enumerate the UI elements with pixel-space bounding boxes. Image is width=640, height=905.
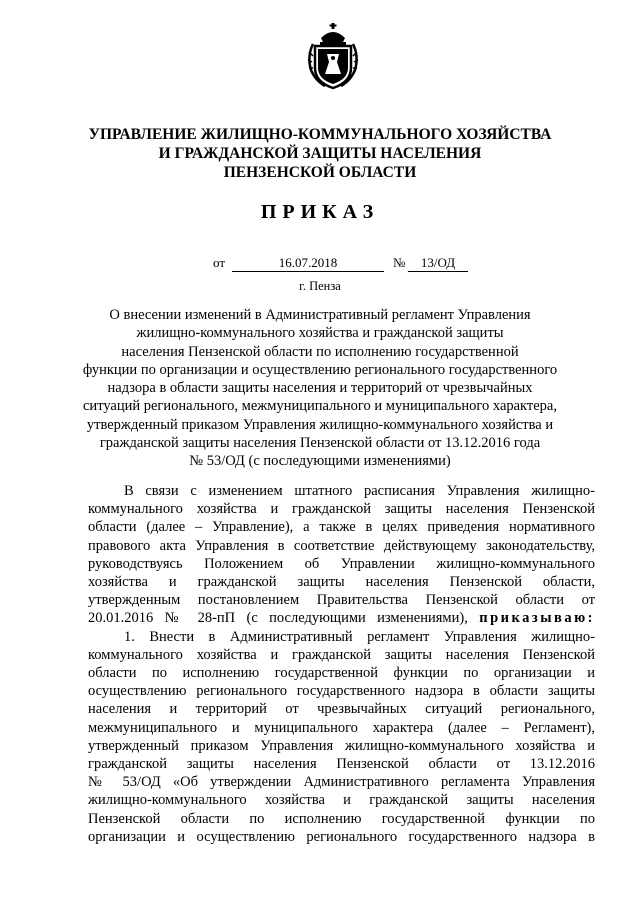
body-line: хозяйства и гражданской защиты населения Пензенской области,: [88, 574, 595, 591]
subject-line: № 53/ОД (с последующими изменениями): [189, 453, 451, 470]
date-value: 16.07.2018: [232, 255, 384, 272]
body-line: коммунального хозяйства и гражданской защиты населения Пензенской: [88, 646, 595, 663]
order-word: приказываю:: [479, 610, 596, 627]
subject-line: функции по организации и осуществлению регионального государственного: [82, 361, 558, 378]
subject-line: гражданской защиты населения Пензенской области от 13.12.2016 года: [99, 435, 541, 452]
body-line: Пензенской области по исполнению государственной функции по: [88, 810, 595, 827]
body-line: утвержденным постановлением Правительства Пензенской области от: [88, 592, 595, 609]
subject-line: утвержденный приказом Управления жилищно-коммунального хозяйства и: [86, 416, 554, 433]
body-line-text: 20.01.2016 № 28-пП (с последующими изменениями),: [88, 610, 468, 627]
subject-line: жилищно-коммунального хозяйства и гражданской защиты: [136, 325, 504, 342]
body-line: межмуниципального и муниципального характера (далее – Регламент),: [88, 719, 595, 736]
body-line: 1. Внести в Административный регламент Управления жилищно-: [124, 628, 595, 645]
body-line: жилищно-коммунального хозяйства и гражданской защиты населения: [88, 792, 595, 809]
body-line: правового акта Управления в соответствие действующему законодательству,: [88, 537, 595, 554]
city-name: г. Пенза: [299, 279, 341, 293]
document-body: [88, 482, 595, 846]
body-line: утвержденный приказом Управления жилищно-коммунального хозяйства и: [88, 737, 595, 754]
penza-coat-of-arms-icon: [303, 22, 363, 92]
body-line: гражданской защиты населения Пензенской области от 13.12.2016: [88, 756, 595, 773]
body-line: руководствуясь Положением об Управлении жилищно-коммунального: [88, 555, 595, 572]
subject-title: [0, 306, 640, 471]
subject-line: населения Пензенской области по исполнению государственной: [121, 343, 519, 360]
subject-line: О внесении изменений в Административный регламент Управления: [109, 307, 531, 323]
body-line: области по исполнению государственной функции по организации и: [88, 665, 595, 682]
subject-line: надзора в области защиты населения и территорий от чрезвычайных: [107, 380, 533, 397]
body-line: организации и осуществлению регионального государственного надзора в: [88, 828, 595, 845]
body-line: области (далее – Управление), а также в целях приведения нормативного: [88, 519, 595, 536]
number-value: 13/ОД: [408, 255, 468, 272]
body-line: В связи с изменением штатного расписания Управления жилищно-: [124, 483, 595, 499]
body-line: населения и территорий от чрезвычайных ситуаций регионального,: [88, 701, 595, 718]
body-line: коммунального хозяйства и гражданской защиты населения Пензенской: [88, 501, 595, 518]
body-line: № 53/ОД «Об утверждении Административного регламента Управления: [88, 774, 595, 791]
document-type-title: ПРИКАЗ: [260, 201, 380, 223]
org-line-2: И ГРАЖДАНСКОЙ ЗАЩИТЫ НАСЕЛЕНИЯ: [158, 145, 482, 162]
body-line: осуществлению регионального государственного надзора в области защиты: [88, 683, 595, 700]
organization-name: [0, 125, 640, 182]
org-line-1: УПРАВЛЕНИЕ ЖИЛИЩНО-КОММУНАЛЬНОГО ХОЗЯЙСТВА: [88, 126, 552, 143]
date-label: от: [213, 255, 226, 270]
number-label: №: [393, 255, 406, 270]
subject-line: ситуаций регионального, межмуниципального и муниципального характера,: [83, 398, 557, 415]
body-line-order: [88, 609, 595, 627]
org-line-3: ПЕНЗЕНСКОЙ ОБЛАСТИ: [223, 164, 417, 181]
date-number-line: [0, 255, 640, 273]
